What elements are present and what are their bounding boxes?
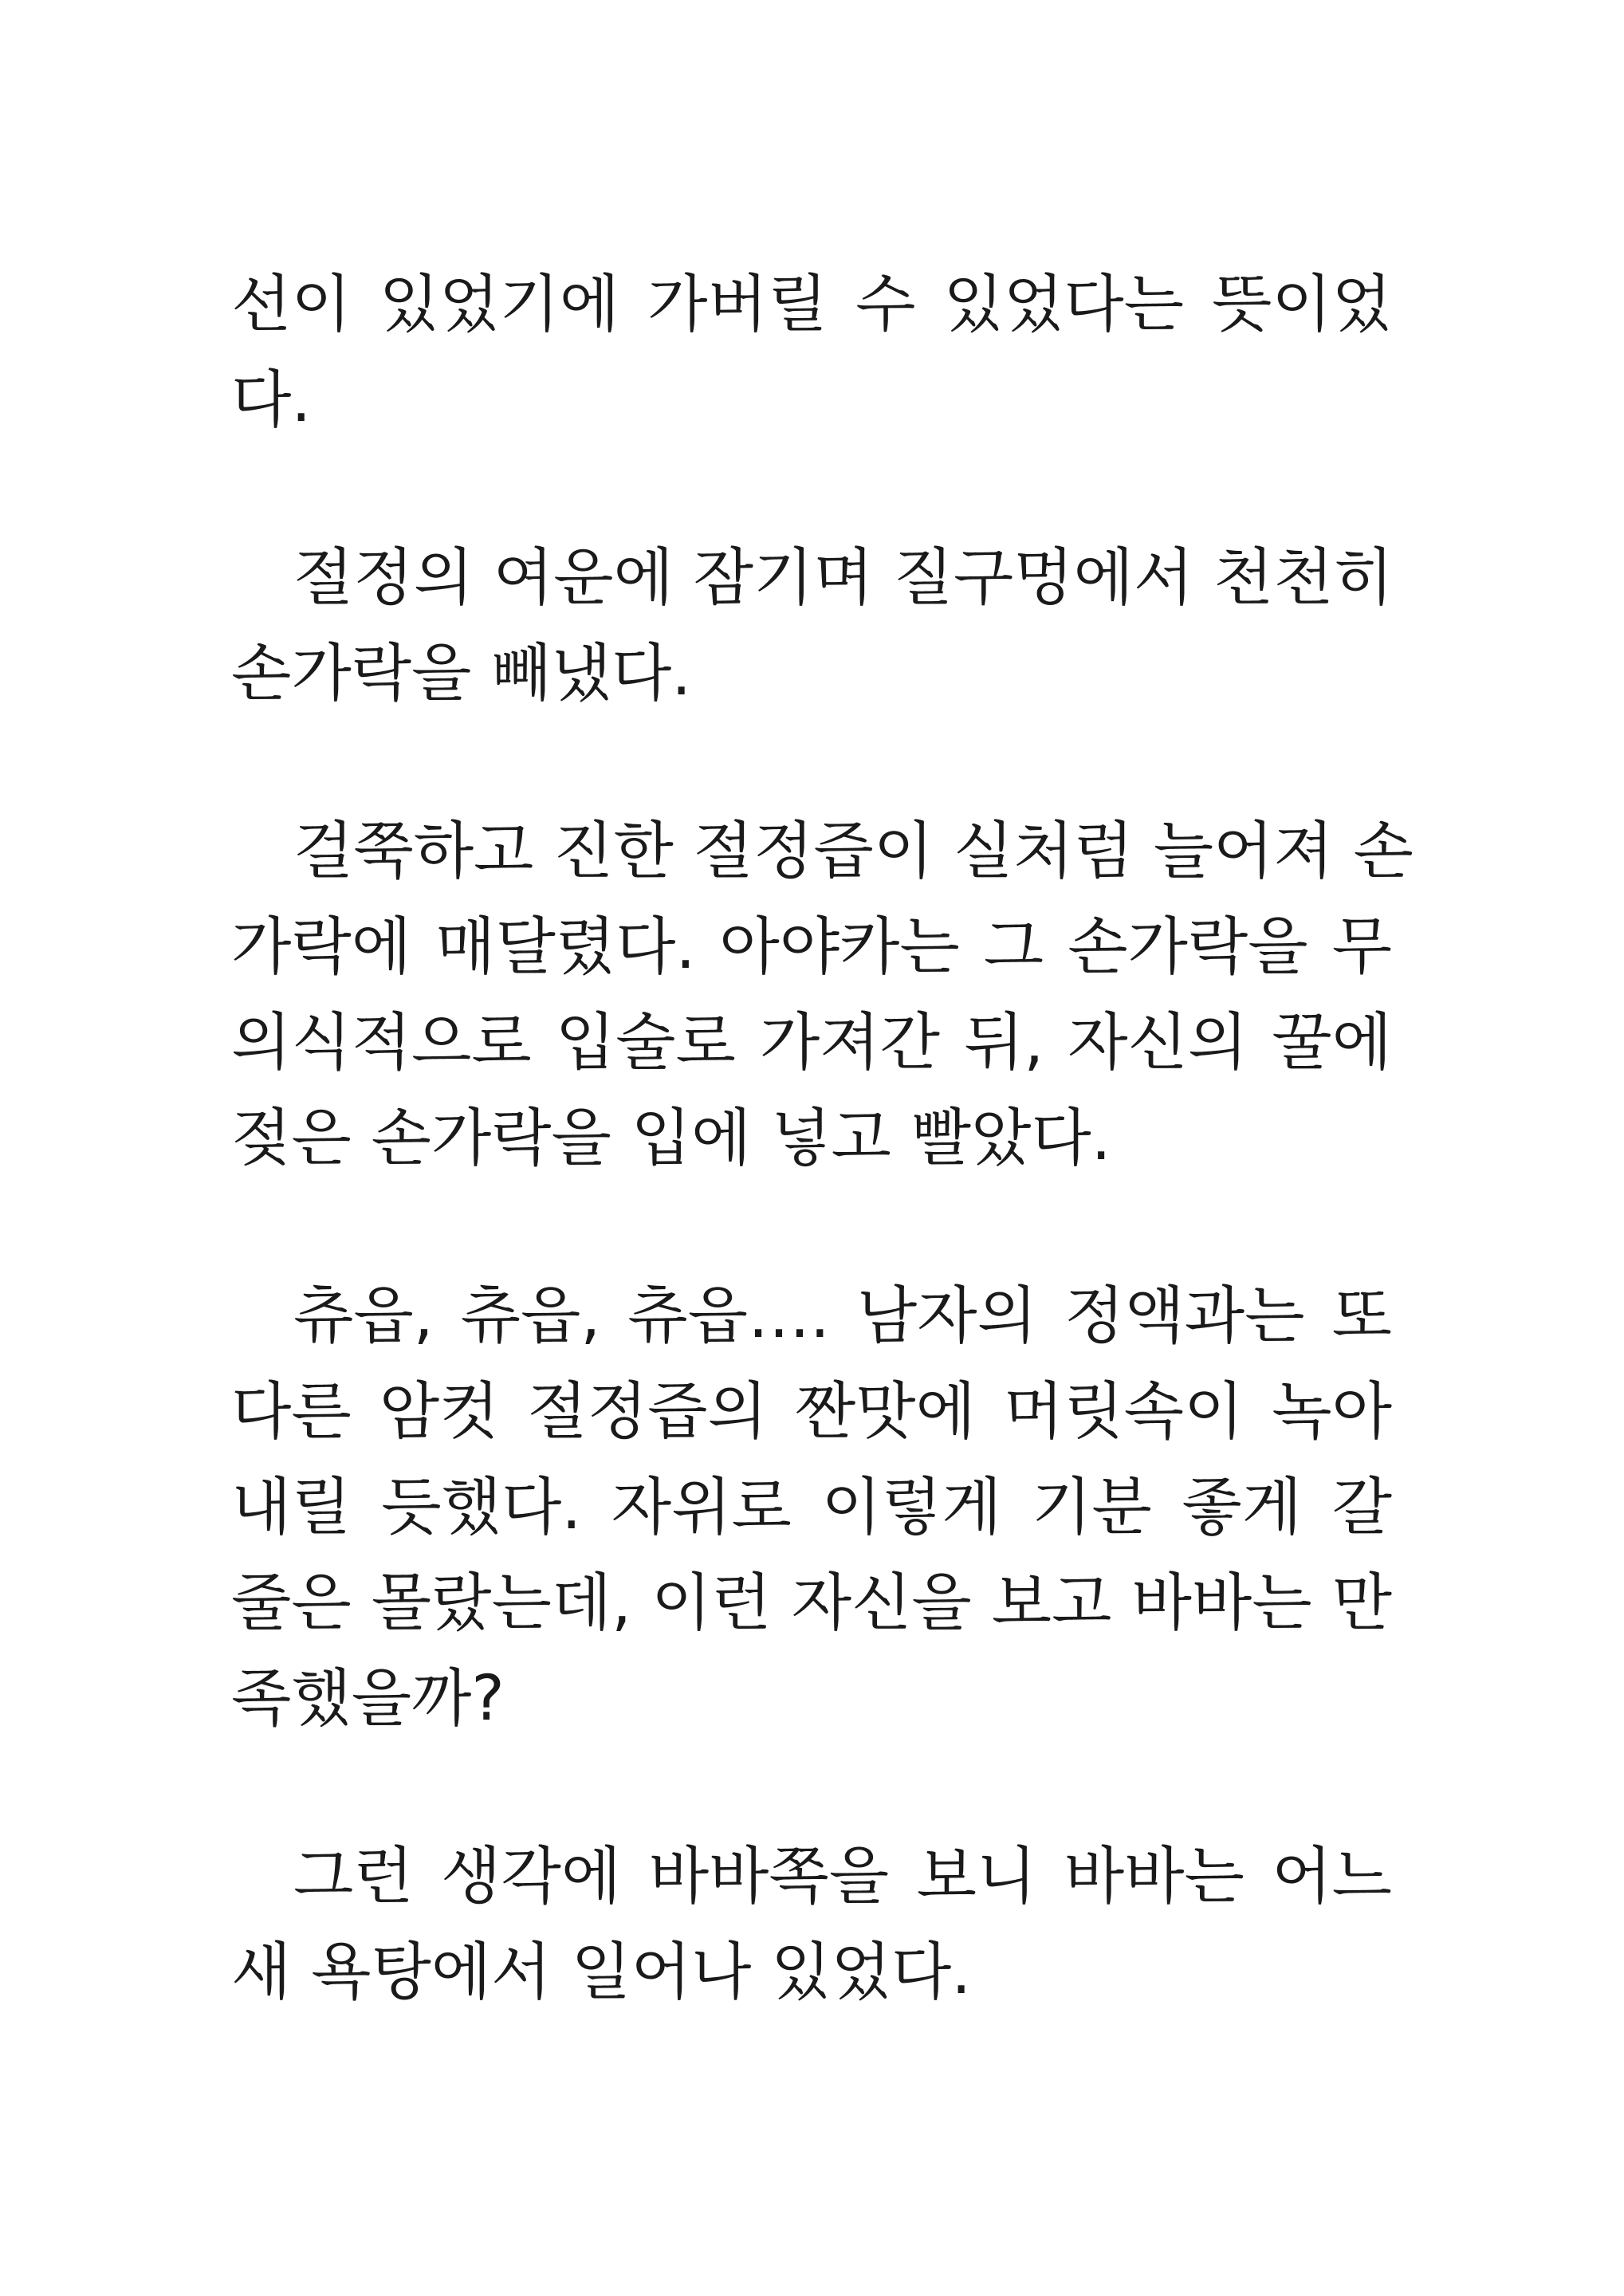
- text-line: 츄읍, 츄읍, 츄읍…. 남자의 정액과는 또: [293, 1280, 1392, 1352]
- page-text: [231, 257, 1414, 2020]
- text-line: 새 욕탕에서 일어나 있었다.: [231, 1936, 972, 2008]
- text-line: 의식적으로 입술로 가져간 뒤, 자신의 꿀에: [231, 1007, 1392, 1079]
- text-line: 그런 생각에 바바쪽을 보니 바바는 어느: [293, 1841, 1392, 1913]
- paragraph: [231, 804, 1414, 1186]
- text-line: 선이 있었기에 가버릴 수 있었다는 뜻이었: [231, 269, 1392, 340]
- text-line: 족했을까?: [231, 1663, 505, 1735]
- text-line: 절정의 여운에 잠기며 질구멍에서 천천히: [293, 542, 1394, 614]
- paragraph-gap: [231, 448, 1392, 530]
- text-line: 줄은 몰랐는데, 이런 자신을 보고 바바는 만: [231, 1567, 1392, 1639]
- text-line: 다른 암컷 절정즙의 짠맛에 머릿속이 녹아: [231, 1376, 1392, 1448]
- paragraph: [231, 530, 1392, 721]
- paragraph-gap: [231, 721, 1392, 804]
- text-line: 내릴 듯했다. 자위로 이렇게 기분 좋게 갈: [231, 1472, 1392, 1543]
- paragraph: [231, 1829, 1392, 2020]
- text-line: 가락에 매달렸다. 아야카는 그 손가락을 무: [231, 911, 1392, 983]
- paragraph-gap: [231, 1186, 1392, 1268]
- paragraph-gap: [231, 1747, 1392, 1829]
- paragraph: [231, 1268, 1392, 1747]
- paragraph: [231, 257, 1392, 448]
- text-line: 다.: [231, 364, 312, 436]
- text-line: 손가락을 빼냈다.: [231, 638, 692, 710]
- text-line: 걸쭉하고 진한 절정즙이 실처럼 늘어져 손: [293, 816, 1414, 887]
- text-line: 젖은 손가락을 입에 넣고 빨았다.: [231, 1103, 1111, 1174]
